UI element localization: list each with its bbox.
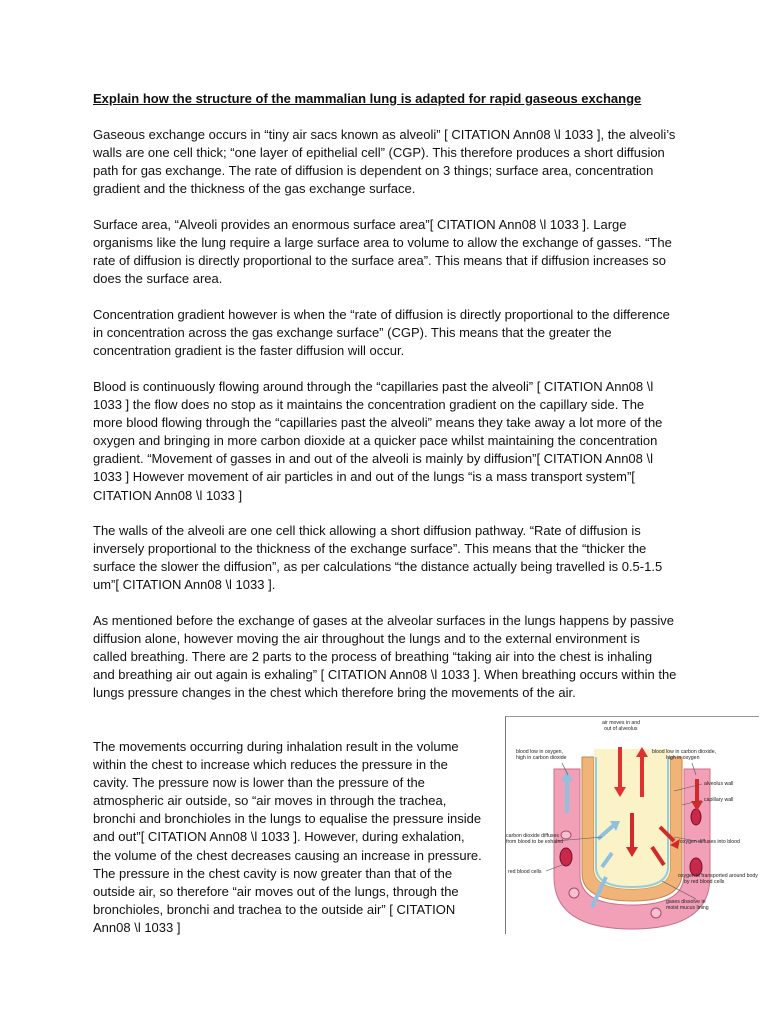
label-blood-low-co2-1: blood low in carbon dioxide, [652,749,717,755]
label-gases-dissolve-1: gases dissolve in [666,899,706,905]
label-air-moves-2: out of alveolus [604,726,638,732]
paragraph-blood-flow: Blood is continuously flowing around through the “capillaries past the alveoli” [ CITATION Ann08 \l 1033 ] the flow does no stop as it maintains the concentration gradient on the capillary side. The more blood flowing through the “capillaries past the alveoli” means they take away a lot more of the oxygen and bringing in more carbon dioxide at a quicker pace whilst maintaining the concentration gradient. “Movement of gasses in and out of the alveoli is mainly by diffusion”[ CITATION Ann08 \l 1033 ] However movement of air particles in and out of the lungs “is a mass transport system”[ CITATION Ann08 \l 1033 ] [93,379,663,503]
alveolus-diagram [505,716,759,934]
label-blood-low-oxygen-1: blood low in oxygen, [516,749,564,755]
label-co2-diffuses-1: carbon dioxide diffuses [506,833,559,839]
label-capillary-wall: capillary wall [704,797,734,803]
paragraph-alveoli-walls: The walls of the alveoli are one cell thick allowing a short diffusion pathway. “Rate of diffusion is inversely proportional to the thickness of the exchange surface”. This means that the “thicker the surface the slower the diffusion”, as per calculations “the distance actually being travelled is 0.5-1.5 um”[ CITATION Ann08 \l 1033 ]. [93,523,663,593]
paragraph-inhalation-exhalation: The movements occurring during inhalation result in the volume within the chest to increase which reduces the pressure in the cavity. The pressure now is lower than the pressure of the atmospheric air outside, so “air moves in through the trachea, bronchi and bronchioles in the lungs to equalise the pressure inside and out”[ CITATION Ann08 \l 1033 ]. However, during exhalation, the volume of the chest decreases causing an increase in pressure. The pressure in the chest cavity is now greater than that of the outside air, so therefore “air moves out of the lungs, through the bronchioles, bronchi and trachea to the outside air” [ CITATION Ann08 \l 1033 ] [93,739,482,935]
label-co2-diffuses-2: from blood to be exhaled [506,839,564,845]
label-red-blood-cells: red blood cells [508,869,542,875]
alveolus-diagram-svg [506,717,759,934]
label-gases-dissolve-2: moist mucus lining [666,905,709,911]
paragraph-alveoli-intro: Gaseous exchange occurs in “tiny air sacs known as alveoli” [ CITATION Ann08 \l 1033 ], the alveoli’s walls are one cell thick; “one layer of epithelial cell” (CGP). This therefore produces a short diffusion path for gas exchange. The rate of diffusion is dependent on 3 things; surface area, concentration gradient and the thickness of the gas exchange surface. [93,127,676,197]
label-oxygen-diffuses: oxygen diffuses into blood [680,839,740,845]
document-title: Explain how the structure of the mammalian lung is adapted for rapid gaseous exchange [93,91,642,106]
paragraph-surface-area: Surface area, “Alveoli provides an enormous surface area”[ CITATION Ann08 \l 1033 ]. Large organisms like the lung require a large surface area to volume to allow the exchange of gasses. “The rate of diffusion is directly proportional to the surface area”. This means that if diffusion increases so does the surface area. [93,217,672,287]
label-blood-low-oxygen-2: high in carbon dioxide [516,755,567,761]
paragraph-breathing: As mentioned before the exchange of gases at the alveolar surfaces in the lungs happens by passive diffusion alone, however moving the air throughout the lungs and to the external environment is called breathing. There are 2 parts to the process of breathing “taking air into the chest is inhaling and breathing air out again is exhaling” [ CITATION Ann08 \l 1033 ]. When breathing occurs within the lungs pressure changes in the chest which therefore bring the movements of the air. [93,613,677,701]
label-alveolus-wall: alveolus wall [704,781,734,787]
label-oxygen-transported-2: by red blood cells [684,879,725,885]
label-blood-low-co2-2: high in oxygen [666,755,700,761]
paragraph-concentration-gradient: Concentration gradient however is when the “rate of diffusion is directly proportional to the difference in concentration across the gas exchange surface” (CGP). This means that the greater the concentration gradient is the faster diffusion will occur. [93,307,670,359]
label-air-moves-1: air moves in and [602,720,641,726]
label-oxygen-transported-1: oxygen is transported around body [678,873,758,879]
